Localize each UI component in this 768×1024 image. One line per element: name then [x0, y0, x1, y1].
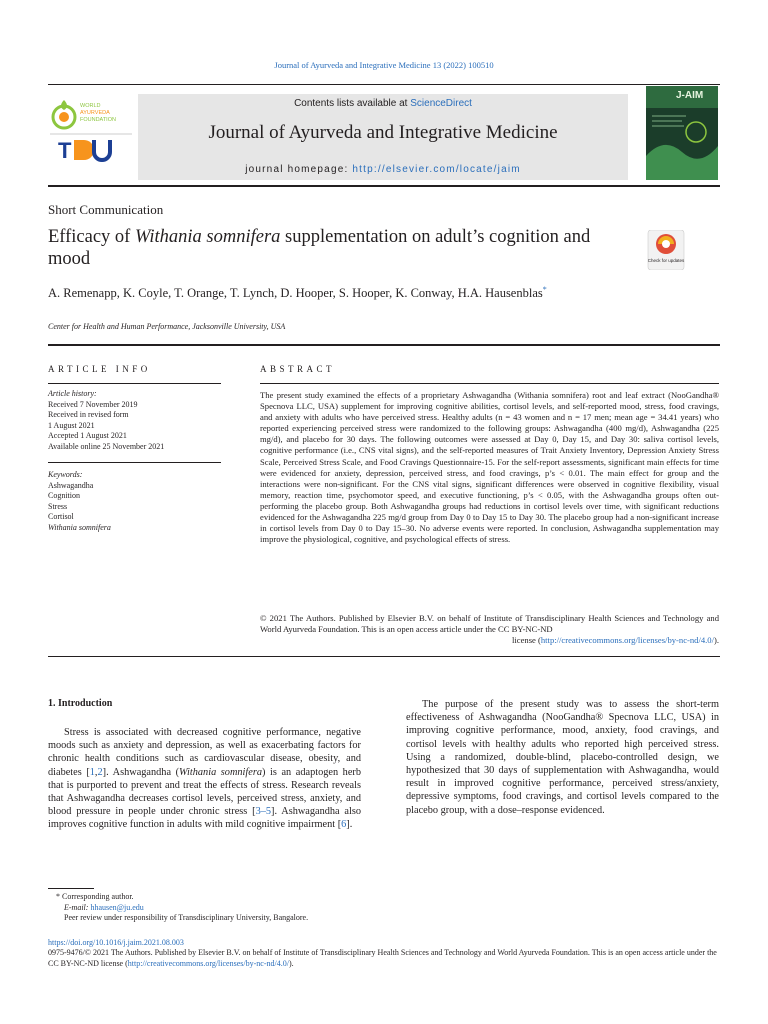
- article-info-heading: ARTICLE INFO: [48, 364, 151, 374]
- intro-text: ) is an adaptogen herb that is purported to prevent and treat the effects of stress. Research reveals that Ashwagandha decreases cortisol levels, perceived stress, anxiety, and blood pressure in people under chronic stress [: [48, 766, 361, 818]
- author-list: [48, 282, 608, 301]
- publisher-logo: [48, 96, 134, 174]
- abstract-rule: [260, 383, 719, 384]
- peer-review-note: Peer review under responsibility of Transdisciplinary University, Bangalore.: [64, 913, 309, 922]
- keyword-item: Stress: [48, 501, 68, 511]
- history-item: Available online 25 November 2021: [48, 441, 165, 451]
- intro-text: ].: [346, 819, 353, 831]
- journal-homepage: [138, 164, 628, 175]
- logo-line-1: WORLD: [80, 103, 101, 109]
- copyright-text: © 2021 The Authors. Published by Elsevier B.V. on behalf of Institute of Transdisciplinary Health Sciences and Technology and World Ayurveda Foundation. This is an open access article under the CC BY-NC-ND: [260, 613, 719, 635]
- license-prefix: license (: [512, 635, 541, 646]
- intro-species: Withania somnifera: [179, 766, 262, 778]
- logo-line-3: FOUNDATION: [80, 117, 116, 123]
- history-item: Accepted 1 August 2021: [48, 431, 127, 441]
- reference-link[interactable]: 6: [341, 819, 347, 831]
- issn-text: 0975-9476/© 2021 The Authors. Published by Elsevier B.V. on behalf of Institute of Transdisciplinary Health Sciences and Technology and World Ayurveda Foundation. This is an open access article under the CC BY-NC-ND license (: [48, 948, 717, 968]
- footnote-rule: [48, 888, 94, 889]
- logo-tdu-text: [114, 142, 116, 143]
- abstract-copyright: [260, 613, 719, 646]
- article-history: [48, 389, 228, 453]
- introduction-paragraph-1: [48, 726, 361, 832]
- article-title: [48, 226, 628, 270]
- intro-text: Stress is associated with decreased cognitive performance, negative moods such as anxiety and depression, as well as exacerbating factors for chronic health conditions such as cardiovascular disease, obesity, and diabetes [: [48, 727, 361, 778]
- abstract-heading: ABSTRACT: [260, 364, 336, 374]
- keywords-rule: [48, 462, 221, 463]
- journal-title: Journal of Ayurveda and Integrative Medicine: [208, 122, 558, 143]
- license-link[interactable]: http://creativecommons.org/licenses/by-nc-nd/4.0/: [540, 635, 714, 646]
- history-label: Article history:: [48, 389, 97, 398]
- corresponding-author-mark[interactable]: *: [542, 285, 547, 294]
- authors-text: A. Remenapp, K. Coyle, T. Orange, T. Lynch, D. Hooper, S. Hooper, K. Conway, H.A. Hausenblas: [48, 286, 543, 301]
- top-rule: [48, 84, 720, 85]
- sciencedirect-link[interactable]: ScienceDirect: [410, 98, 472, 109]
- affiliation-rule: [48, 344, 720, 346]
- check-for-updates-button[interactable]: [646, 230, 686, 270]
- license-suffix: ).: [713, 635, 719, 646]
- abstract-text: The present study examined the effects of a proprietary Ashwagandha (Withania somnifera) root and leaf extract (NooGandha® Specnova LLC, USA) supplement for improving cognitive abilities, cortisol levels, and self-reported mood, stress, food cravings, and anxiety with adults who have perceived stress. Healthy adults (n = 43 women and n = 17 men; mean age = 34.41 years) who reported experiencing perceived stress were randomized to the following groups: Ashwagandha (400 mg/d), Ashwagandha (225 mg/d), and placebo for 30 days. The following outcomes were assessed at Day 0, Day 15, and Day 30: saliva cortisol levels, cognitive performance (i.e., CNS vital signs), and the self-reported measures of Trait Anxiety Inventory, Depression Anxiety Stress Scale, Perceived Stress Scale, and Food Cravings Questionnaire-15. For the self-report assessments, significant main effects for time were evidenced for anxiety, depression, perceived stress, and food cravings, p’s < 0.01. The main effect for group and the interactions were non-significant. For the CNS vital signs, significant differences were observed in cognitive flexibility, visual memory, reaction time, psychomotor speed, and executive functioning, p’s < 0.05, with the Ashwagandha groups often out-performing the placebo group. Both Ashwagandha groups had reductions in cortisol levels over time, with significant reductions evidenced for the Ashwagandha 225 mg/d group from Day 0 to Day 15 to Day 30. The placebo group had a non-significant increase in cortisol levels from Day 0 to Day 15–30. No adverse events were reported. In conclusion, Ashwagandha supplementation may improve the physiological, cognitive, and psychological effects of stress.: [260, 390, 719, 545]
- crossmark-label: Check for updates: [647, 258, 685, 263]
- svg-text:T: T: [58, 138, 72, 163]
- contents-line: [138, 98, 628, 109]
- affiliation: Center for Health and Human Performance, Jacksonville University, USA: [48, 322, 286, 331]
- footer-license-link[interactable]: http://creativecommons.org/licenses/by-nc-nd/4.0/: [127, 958, 289, 968]
- keyword-item: Cortisol: [48, 512, 74, 522]
- reference-link[interactable]: 1: [89, 766, 95, 778]
- email-label: E-mail:: [64, 902, 91, 912]
- title-species: Withania somnifera: [134, 227, 281, 247]
- journal-banner: [138, 94, 628, 180]
- history-item: Received in revised form: [48, 410, 129, 420]
- keyword-item: Ashwagandha: [48, 480, 94, 490]
- title-part-1: Efficacy of: [48, 227, 135, 247]
- homepage-link[interactable]: http://elsevier.com/locate/jaim: [352, 164, 521, 175]
- title-part-2: supplementation on adult’s cognition and mood: [48, 227, 591, 269]
- issn-copyright: [48, 948, 720, 969]
- keywords: [48, 470, 228, 534]
- cover-label: J-AIM: [676, 90, 704, 101]
- keywords-label: Keywords:: [48, 470, 83, 479]
- homepage-prefix: journal homepage:: [245, 164, 353, 175]
- intro-text: ]. Ashwagandha (: [102, 766, 180, 778]
- issn-suffix: ).: [288, 958, 294, 968]
- info-rule: [48, 383, 221, 384]
- contents-prefix: Contents lists available at: [294, 98, 411, 109]
- header-rule: [48, 185, 720, 187]
- abstract-bottom-rule: [48, 656, 720, 657]
- history-item: Received 7 November 2019: [48, 399, 138, 409]
- article-type: Short Communication: [48, 202, 164, 217]
- crossmark-icon: [646, 230, 686, 270]
- intro-text: ]. Ashwagandha also improves cognitive function in adults with mild cognitive impairment [: [48, 806, 361, 831]
- keyword-item: Withania somnifera: [48, 522, 111, 532]
- introduction-paragraph-2: The purpose of the present study was to assess the short-term effectiveness of Ashwagandha (NooGandha® Specnova LLC, USA) in improving cognitive performance, mood, anxiety, food cravings, and cortisol levels with healthy adults who reported high perceived stress. Using a randomized, double-blind, placebo-controlled design, we hypothesized that 30 days of supplementation with Ashwagandha, would result in improved cognitive performance, perceived stress/anxiety, depressive symptoms, food cravings, and cortisol levels compared to the placebo group, with a dose–response evidenced.: [406, 699, 719, 816]
- journal-cover[interactable]: [646, 86, 718, 180]
- reference-link[interactable]: 3–5: [255, 806, 272, 818]
- reference-link[interactable]: 2: [97, 766, 103, 778]
- license-line: [260, 635, 719, 646]
- doi-link[interactable]: https://doi.org/10.1016/j.jaim.2021.08.003: [48, 938, 184, 947]
- journal-citation[interactable]: Journal of Ayurveda and Integrative Medicine 13 (2022) 100510: [274, 60, 494, 70]
- email-link[interactable]: hhausen@ju.edu: [90, 902, 144, 912]
- keyword-item: Cognition: [48, 491, 81, 501]
- history-item: 1 August 2021: [48, 420, 95, 430]
- email-line: [56, 903, 308, 914]
- corresponding-author-note: * Corresponding author.: [56, 892, 134, 901]
- intro-text: ,: [94, 766, 98, 778]
- logo-line-2: AYURVEDA: [80, 110, 110, 116]
- footnotes: [56, 892, 308, 924]
- introduction-heading: 1. Introduction: [48, 698, 113, 709]
